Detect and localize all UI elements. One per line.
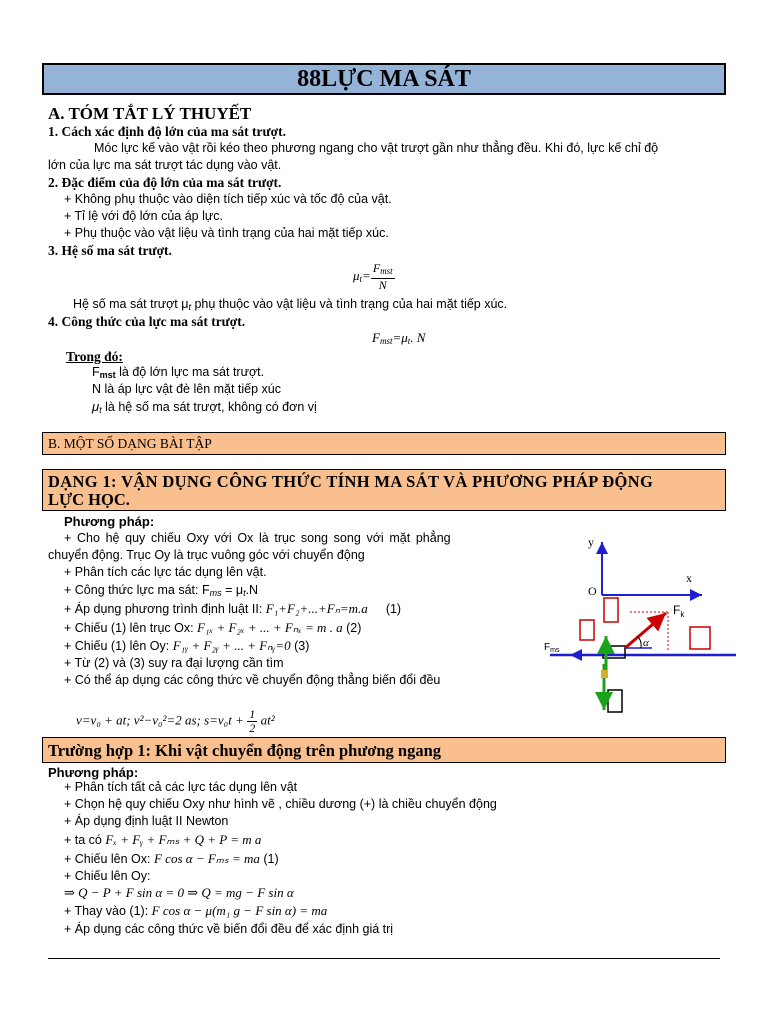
y-label: y: [588, 535, 594, 549]
case-item-3: + Áp dụng định luật II Newton: [64, 814, 229, 828]
where-item-1: $F_{mst}$ là độ lớn lực ma sát trượt.: [92, 365, 265, 380]
method-label-2: Phương pháp:: [48, 765, 139, 780]
where-item-3: $\mu_t$ là hệ số ma sát trượt, không có đơn vị: [92, 399, 317, 415]
subheading-4: 4. Công thức của lực ma sát trượt.: [48, 314, 246, 329]
force-box-n: [604, 598, 618, 622]
case-item-7: ⇒ Q − P + F sin α = 0 ⇒ Q = mg − F sin α: [64, 885, 294, 900]
method-3: + Công thức lực ma sát: $F_{ms} = \mu_t.N$: [64, 583, 259, 598]
fk-label: $F_k$: [673, 603, 685, 619]
method-6: + Chiếu (1) lên Oy: F₁ᵧ + F₂ᵧ + ... + Fₙᵧ=0 (3): [64, 638, 310, 653]
paragraph-3: Hệ số ma sát trượt $\mu_t$ phụ thuộc vào vật liệu và tình trạng của hai mặt tiếp xúc.: [73, 297, 508, 312]
where-label: Trong đó:: [66, 349, 123, 364]
formula-friction-coefficient: $\mu_t=$ $\frac{F_{mst}}{N}$: [353, 261, 393, 292]
case-item-5: + Chiếu lên Ox: F cos α − Fₘₛ = ma (1): [64, 851, 279, 866]
method-2: + Phân tích các lực tác dụng lên vật.: [64, 565, 267, 579]
bullet-2-3: + Phụ thuộc vào vật liệu và tình trạng của hai mặt tiếp xúc.: [64, 226, 389, 240]
section-b-heading: B. MỘT SỐ DẠNG BÀI TẬP: [48, 436, 212, 451]
paragraph-1-line-2: lớn của lực ma sát trượt tác dụng vào vật.: [48, 158, 282, 172]
bullet-2-1: + Không phụ thuộc vào diện tích tiếp xúc và tốc độ của vật.: [64, 192, 392, 206]
paragraph-1-line-1: Móc lực kế vào vật rồi kéo theo phương ngang cho vật trượt gần như thẳng đều. Khi đó, lực kế chỉ độ: [94, 141, 659, 155]
force-diagram: [540, 528, 740, 728]
case-item-1: + Phân tích tất cả các lực tác dụng lên vật: [64, 780, 298, 794]
method-1-line-1: + Cho hệ quy chiếu Oxy với Ox là trục song song với mặt phẳng: [64, 531, 451, 545]
footer-rule: [48, 958, 720, 959]
force-box-left: [580, 620, 594, 640]
section-a-heading: A. TÓM TẮT LÝ THUYẾT: [48, 104, 252, 123]
subheading-2: 2. Đặc điểm của độ lớn của ma sát trượt.: [48, 175, 282, 190]
case-item-8: + Thay vào (1): F cos α − μ(m₁ g − F sin α) = ma: [64, 903, 328, 918]
page-title: 88LỰC MA SÁT: [42, 63, 726, 95]
dang-1-box: [42, 469, 726, 511]
contact-marker: [601, 670, 608, 678]
section-b-box: [42, 432, 726, 455]
method-label-1: Phương pháp:: [64, 514, 155, 529]
origin-label: O: [588, 584, 597, 598]
case-item-2: + Chọn hệ quy chiếu Oxy như hình vẽ , chiều dương (+) là chiều chuyển động: [64, 797, 497, 811]
case-item-9: + Áp dụng các công thức về biến đổi đều để xác định giá trị: [64, 922, 394, 936]
method-1-line-2: chuyển động. Trục Oy là trục vuông góc với chuyển động: [48, 548, 365, 562]
case-item-4: + ta có Fₓ + Fᵧ + Fₘₛ + Q + P = m a: [64, 832, 262, 847]
x-label: x: [686, 571, 692, 585]
subheading-1: 1. Cách xác định độ lớn của ma sát trượt.: [48, 124, 286, 139]
alpha-label: α: [643, 637, 649, 649]
case-1-heading: Trường hợp 1: Khi vật chuyển động trên phương ngang: [48, 741, 442, 760]
force-box-right: [690, 627, 710, 649]
method-8: + Có thể áp dụng các công thức về chuyển động thẳng biến đổi đều: [64, 673, 441, 687]
formula-friction-force: $F_{mst}=\mu_t$. N: [372, 330, 426, 346]
fms-label: $F_{ms}$: [544, 642, 560, 654]
case-1-box: [42, 737, 726, 763]
dang-1-line-1: DẠNG 1: VẬN DỤNG CÔNG THỨC TÍNH MA SÁT VÀ PHƯƠNG PHÁP ĐỘNG: [48, 472, 654, 491]
method-5: + Chiếu (1) lên trục Ox: F₁ₓ + F₂ₓ + ... + Fₙₓ = m . a (2): [64, 620, 362, 635]
case-item-6: + Chiếu lên Oy:: [64, 869, 151, 883]
where-item-2: N là áp lực vật đè lên mặt tiếp xúc: [92, 382, 282, 396]
kinematics-formulas: v=v₀ + at; v²−v₀²=2 as; s=v₀t + $\frac{1}{2}$ at²: [76, 707, 275, 735]
method-4: + Áp dụng phương trình định luật II: F₁+F₂+...+Fₙ=m.a (1): [64, 601, 402, 616]
weight-box: [608, 690, 622, 712]
method-7: + Từ (2) và (3) suy ra đại lượng cần tìm: [64, 656, 284, 670]
subheading-3: 3. Hệ số ma sát trượt.: [48, 243, 172, 258]
dang-1-line-2: LỰC HỌC.: [48, 490, 130, 509]
bullet-2-2: + Tỉ lệ với độ lớn của áp lực.: [64, 209, 223, 223]
